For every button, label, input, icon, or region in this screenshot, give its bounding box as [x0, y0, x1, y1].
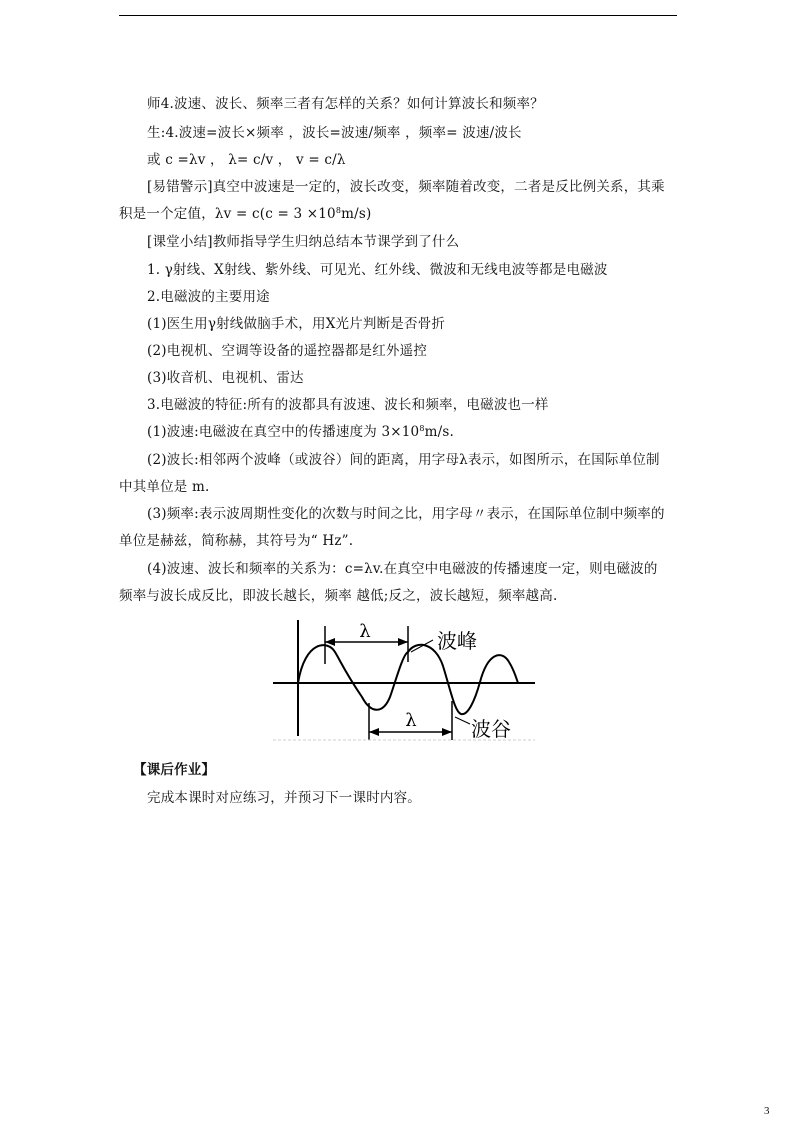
summary-item-3-2-line-2: 中其单位是 m.	[119, 479, 210, 495]
summary-title: [课堂小结]教师指导学生归纳总结本节课学到了什么	[147, 234, 460, 250]
summary-item-2-3: (3)收音机、电视机、雷达	[147, 370, 304, 386]
summary-item-3-4-line-1: (4)波速、波长和频率的关系为：c=λv.在真空中电磁波的传播速度一定，则电磁波的	[147, 561, 658, 577]
summary-item-3: 3.电磁波的特征:所有的波都具有波速、波长和频率，电磁波也一样	[147, 397, 549, 413]
summary-item-2-2: (2)电视机、空调等设备的遥控器都是红外遥控	[147, 343, 428, 359]
warning-line-2: 积是一个定值，$\lambda v = c(c = 3 \times 10^8m/s)$	[119, 206, 372, 222]
summary-item-2-1: (1)医生用γ射线做脑手术，用X光片判断是否骨折	[147, 316, 446, 332]
page-number: 3	[764, 1105, 770, 1117]
question-4: 师4.波速、波长、频率三者有怎样的关系？如何计算波长和频率？	[147, 96, 544, 112]
homework-text: 完成本课时对应练习，并预习下一课时内容。	[147, 790, 421, 806]
lambda-bottom-label: λ	[405, 710, 417, 731]
header-rule	[119, 15, 677, 16]
answer-4-line-2: 或 c =λv ， λ= c/v ， v = c/λ	[147, 152, 346, 168]
summary-item-3-3-line-2: 单位是赫兹，简称赫，其符号为“ Hz”.	[119, 533, 354, 549]
lambda-bottom-arrowhead-left	[369, 728, 379, 736]
summary-item-3-1: (1)波速:电磁波在真空中的传播速度为 $3\times 10^8m/s$.	[147, 424, 455, 440]
summary-item-3-2-line-1: (2)波长:相邻两个波峰（或波谷）间的距离，用字母λ表示，如图所示，在国际单位制	[147, 452, 660, 468]
summary-item-2: 2.电磁波的主要用途	[147, 289, 270, 305]
summary-item-3-4-line-2: 频率与波长成反比，即波长越长，频率 越低;反之，波长越短，频率越高.	[119, 588, 558, 604]
wave-diagram	[265, 612, 555, 748]
answer-4-line-1: 生:4.波速=波长×频率 ，波长=波速/频率 ，频率= 波速/波长	[147, 125, 522, 141]
summary-item-1: 1. γ射线、X射线、紫外线、可见光、红外线、微波和无线电波等都是电磁波	[147, 262, 608, 278]
lambda-top-label: λ	[359, 621, 371, 642]
lambda-bottom-arrowhead-right	[442, 728, 452, 736]
trough-label: 波谷	[471, 717, 511, 741]
crest-label: 波峰	[437, 629, 477, 653]
lambda-top-arrowhead-right	[398, 638, 408, 646]
warning-line-1: [易错警示]真空中波速是一定的，波长改变，频率随着改变，二者是反比例关系，其乘	[147, 179, 665, 195]
summary-item-3-3-line-1: (3)频率:表示波周期性变化的次数与时间之比，用字母〃表示，在国际单位制中频率的	[147, 506, 665, 522]
homework-title: 【课后作业】	[133, 762, 216, 778]
trough-leader-line	[455, 717, 470, 724]
